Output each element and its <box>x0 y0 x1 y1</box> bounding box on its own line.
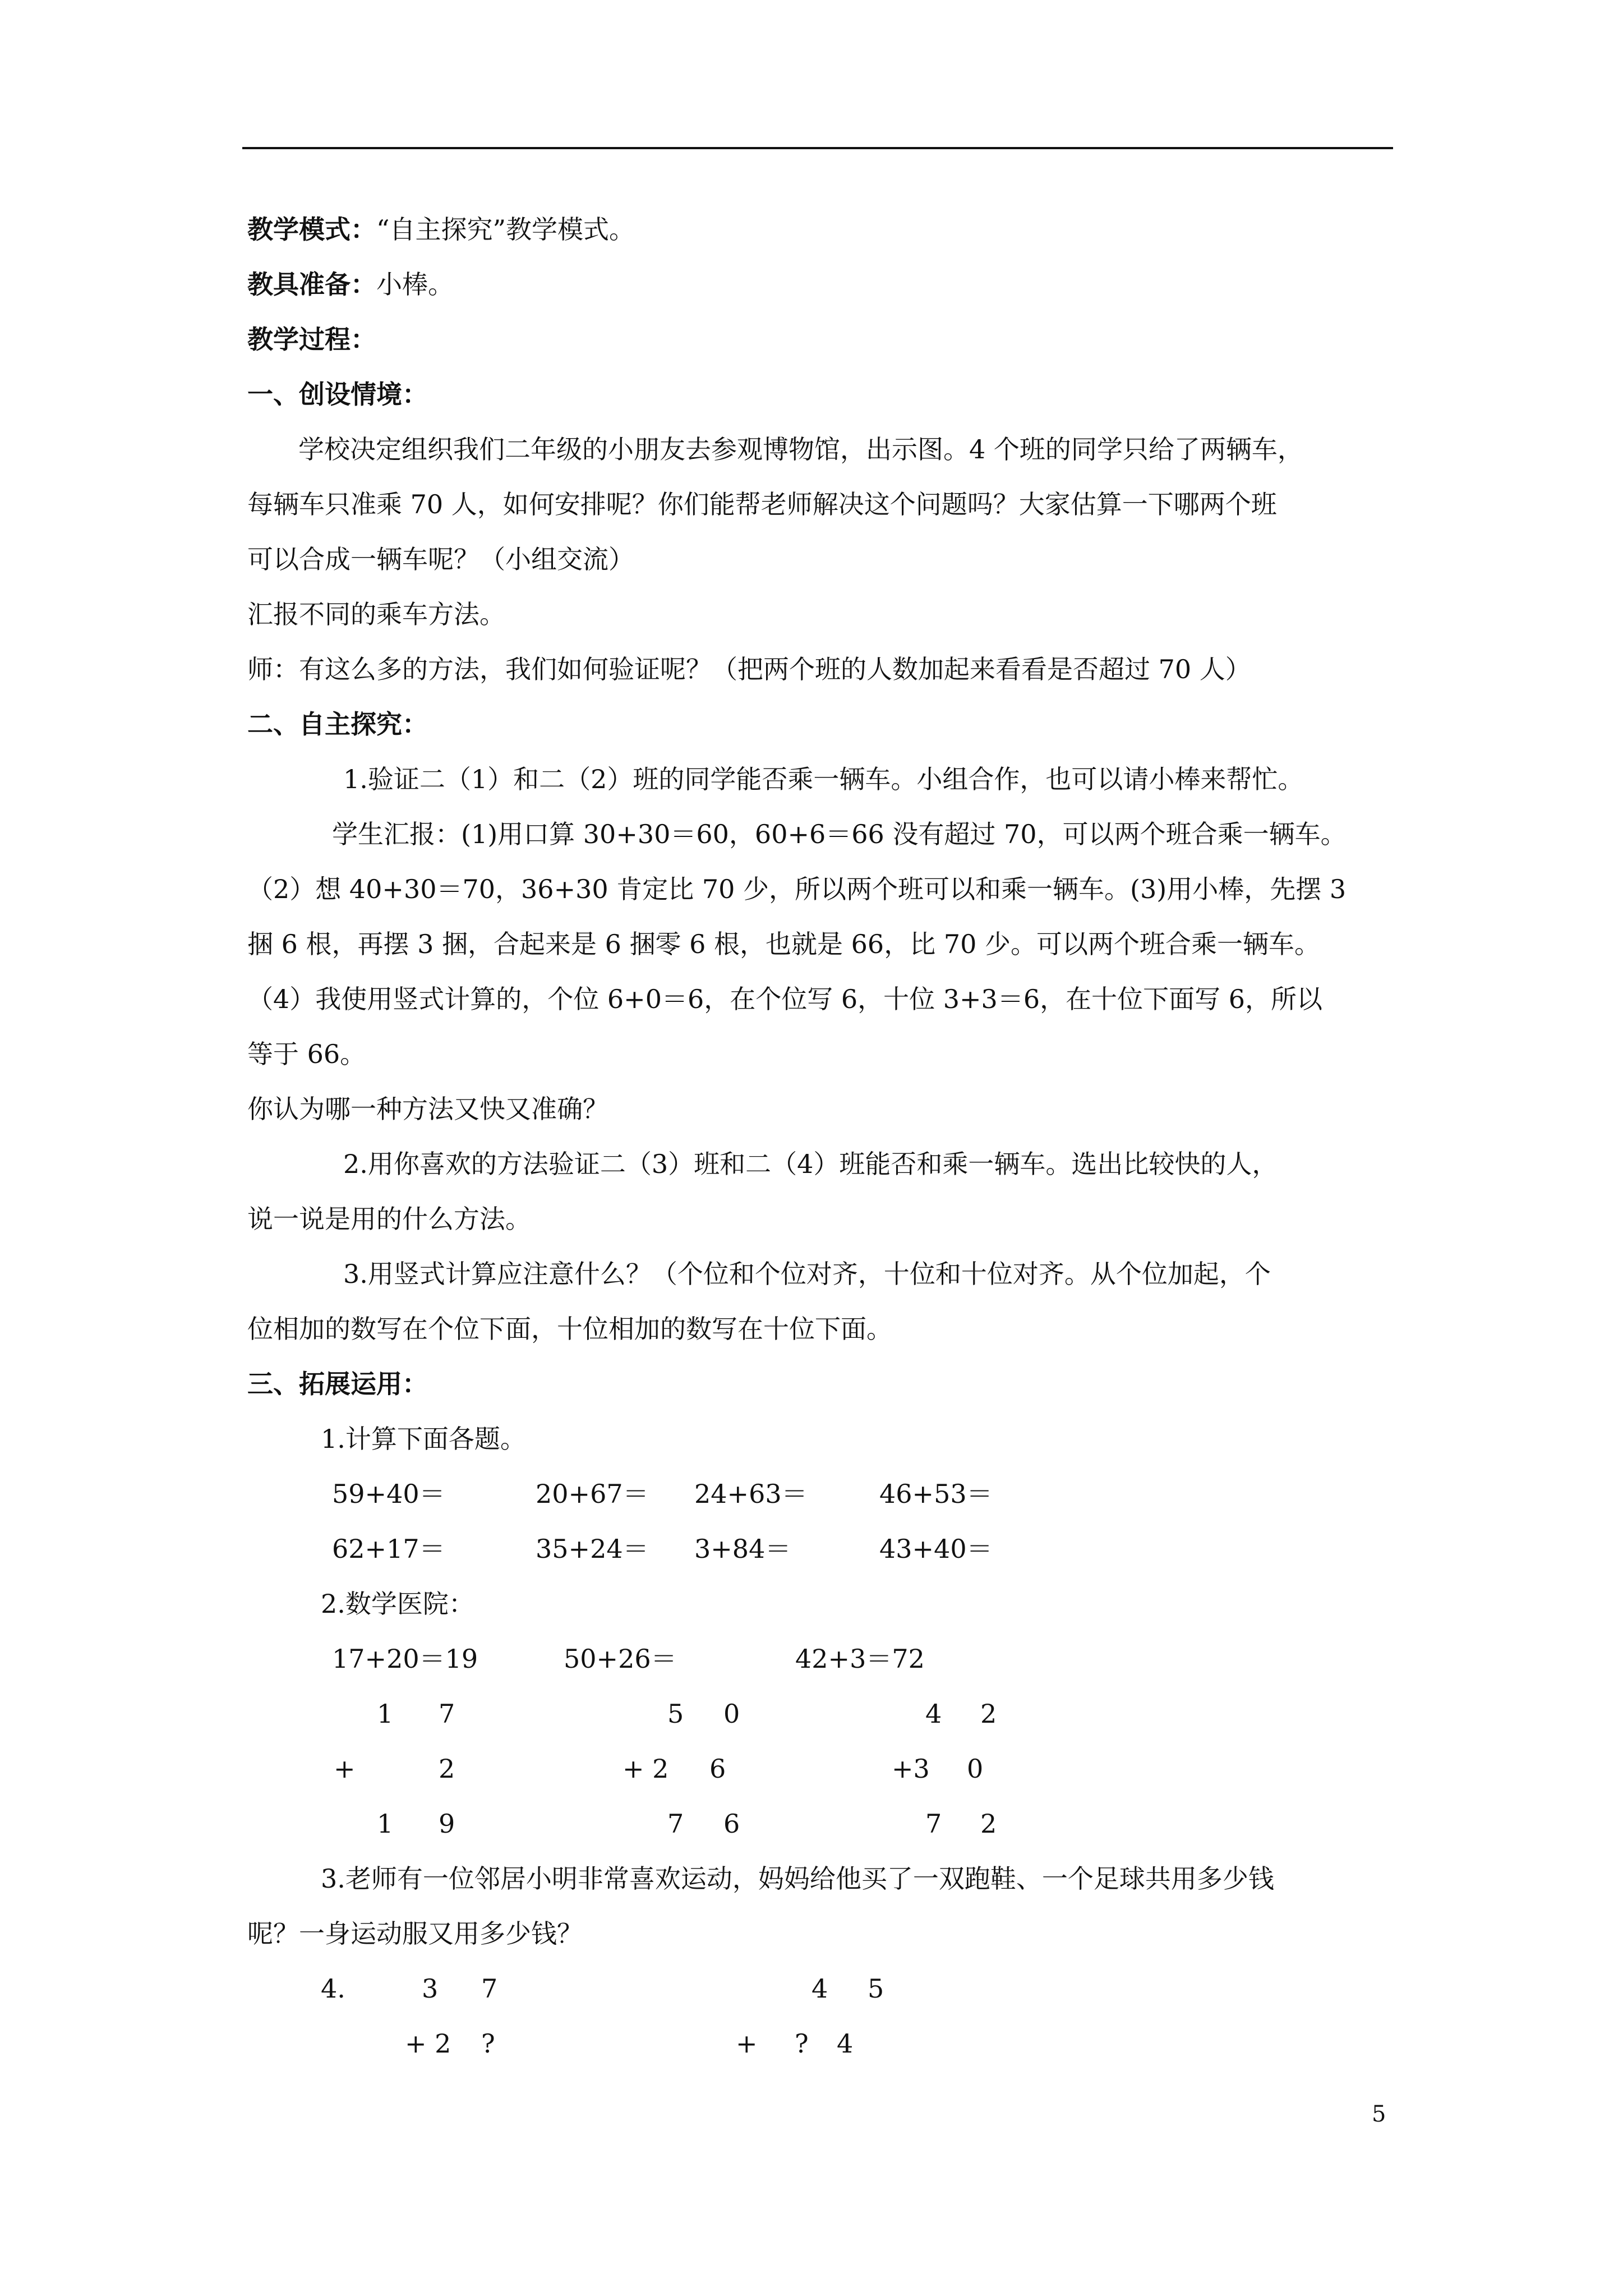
vertical-digit: 2 <box>980 1809 997 1839</box>
exercise: 62+17＝ <box>332 1534 445 1564</box>
item-title: 2.数学医院： <box>321 1589 474 1619</box>
exercise: 59+40＝ <box>332 1479 445 1509</box>
vertical-digit: 2 <box>980 1699 997 1729</box>
exercise: 24+63＝ <box>694 1479 808 1509</box>
paragraph-line: 捆 6 根，再摆 3 捆，合起来是 6 捆零 6 根，也就是 66，比 70 少。可以两个班合乘一辆车。 <box>247 929 1320 959</box>
paragraph-line: 3.老师有一位邻居小明非常喜欢运动，妈妈给他买了一双跑鞋、一个足球共用多少钱 <box>321 1864 1274 1894</box>
paragraph-line: 可以合成一辆车呢？（小组交流） <box>247 544 634 574</box>
exercise: 43+40＝ <box>879 1534 993 1564</box>
vertical-digit: 4 <box>925 1699 942 1729</box>
paragraph-line: 师：有这么多的方法，我们如何验证呢？（把两个班的人数加起来看看是否超过 70 人） <box>247 654 1251 684</box>
header-rule <box>242 147 1393 149</box>
vertical-digit: 9 <box>439 1809 455 1839</box>
teaching-tools-label: 教具准备： <box>247 269 376 300</box>
vertical-digit: 6 <box>709 1754 726 1784</box>
section-title: 二、自主探究： <box>247 709 428 739</box>
paragraph-line: 3.用竖式计算应注意什么？（个位和个位对齐，十位和十位对齐。从个位加起，个 <box>343 1259 1271 1289</box>
vertical-operator: +3 <box>892 1754 930 1784</box>
item-number: 4. <box>321 1973 345 2004</box>
vertical-digit: 7 <box>667 1809 684 1839</box>
teaching-tools-line <box>247 269 454 300</box>
vertical-digit: 5 <box>667 1699 684 1729</box>
vertical-operator: + <box>334 1754 356 1784</box>
paragraph-line: （2）想 40+30＝70，36+30 肯定比 70 少，所以两个班可以和乘一辆车。(3)用小棒，先摆 3 <box>247 874 1347 904</box>
exercise: 46+53＝ <box>879 1479 993 1509</box>
puzzle-digit: 5 <box>868 1973 884 2004</box>
page-number: 5 <box>1372 2101 1386 2127</box>
puzzle-digit: 3 <box>422 1973 439 2004</box>
puzzle-unknown: ? <box>795 2028 809 2059</box>
paragraph-line: 汇报不同的乘车方法。 <box>247 599 505 629</box>
puzzle-operator: + <box>736 2028 758 2059</box>
vertical-digit: 1 <box>377 1699 394 1729</box>
teaching-process-label: 教学过程： <box>247 324 376 355</box>
puzzle-unknown: ? <box>481 2028 495 2059</box>
hospital-equation: 50+26＝ <box>564 1644 677 1674</box>
exercise: 3+84＝ <box>694 1534 791 1564</box>
vertical-digit: 1 <box>377 1809 394 1839</box>
puzzle-digit: 7 <box>481 1973 498 2004</box>
vertical-digit: 2 <box>439 1754 455 1784</box>
item-title: 1.计算下面各题。 <box>321 1424 526 1454</box>
exercise: 20+67＝ <box>536 1479 649 1509</box>
teaching-mode-line <box>247 214 635 245</box>
section-title: 一、创设情境： <box>247 379 428 409</box>
paragraph-line: 你认为哪一种方法又快又准确？ <box>247 1094 608 1124</box>
teaching-mode-label: 教学模式： <box>247 214 376 245</box>
paragraph-line: 等于 66。 <box>247 1039 366 1069</box>
paragraph-line: 说一说是用的什么方法。 <box>247 1204 531 1234</box>
paragraph-line: 2.用你喜欢的方法验证二（3）班和二（4）班能否和乘一辆车。选出比较快的人， <box>343 1149 1278 1179</box>
puzzle-operator: + 2 <box>405 2028 451 2059</box>
paragraph-line: 每辆车只准乘 70 人，如何安排呢？你们能帮老师解决这个问题吗？大家估算一下哪两个班 <box>247 489 1277 519</box>
vertical-operator: + 2 <box>623 1754 669 1784</box>
paragraph-line: （4）我使用竖式计算的，个位 6+0＝6，在个位写 6，十位 3+3＝6，在十位下面写 6，所以 <box>247 984 1322 1014</box>
vertical-digit: 7 <box>439 1699 455 1729</box>
teaching-mode-value: “自主探究”教学模式。 <box>376 214 635 245</box>
hospital-equation: 17+20＝19 <box>332 1644 478 1674</box>
paragraph-line: 位相加的数写在个位下面，十位相加的数写在十位下面。 <box>247 1314 892 1344</box>
section-title: 三、拓展运用： <box>247 1369 428 1399</box>
puzzle-digit: 4 <box>837 2028 854 2059</box>
exercise: 35+24＝ <box>536 1534 649 1564</box>
paragraph-line: 1.验证二（1）和二（2）班的同学能否乘一辆车。小组合作，也可以请小棒来帮忙。 <box>343 764 1304 794</box>
hospital-equation: 42+3＝72 <box>795 1644 925 1674</box>
paragraph-line: 学生汇报：(1)用口算 30+30＝60，60+6＝66 没有超过 70，可以两个班合乘一辆车。 <box>332 819 1347 849</box>
vertical-digit: 6 <box>723 1809 740 1839</box>
vertical-digit: 0 <box>967 1754 984 1784</box>
paragraph-line: 学校决定组织我们二年级的小朋友去参观博物馆，出示图。4 个班的同学只给了两辆车， <box>298 434 1303 464</box>
puzzle-digit: 4 <box>811 1973 828 2004</box>
vertical-digit: 7 <box>925 1809 942 1839</box>
teaching-tools-value: 小棒。 <box>376 269 454 300</box>
paragraph-line: 呢？一身运动服又用多少钱？ <box>247 1918 583 1949</box>
vertical-digit: 0 <box>723 1699 740 1729</box>
